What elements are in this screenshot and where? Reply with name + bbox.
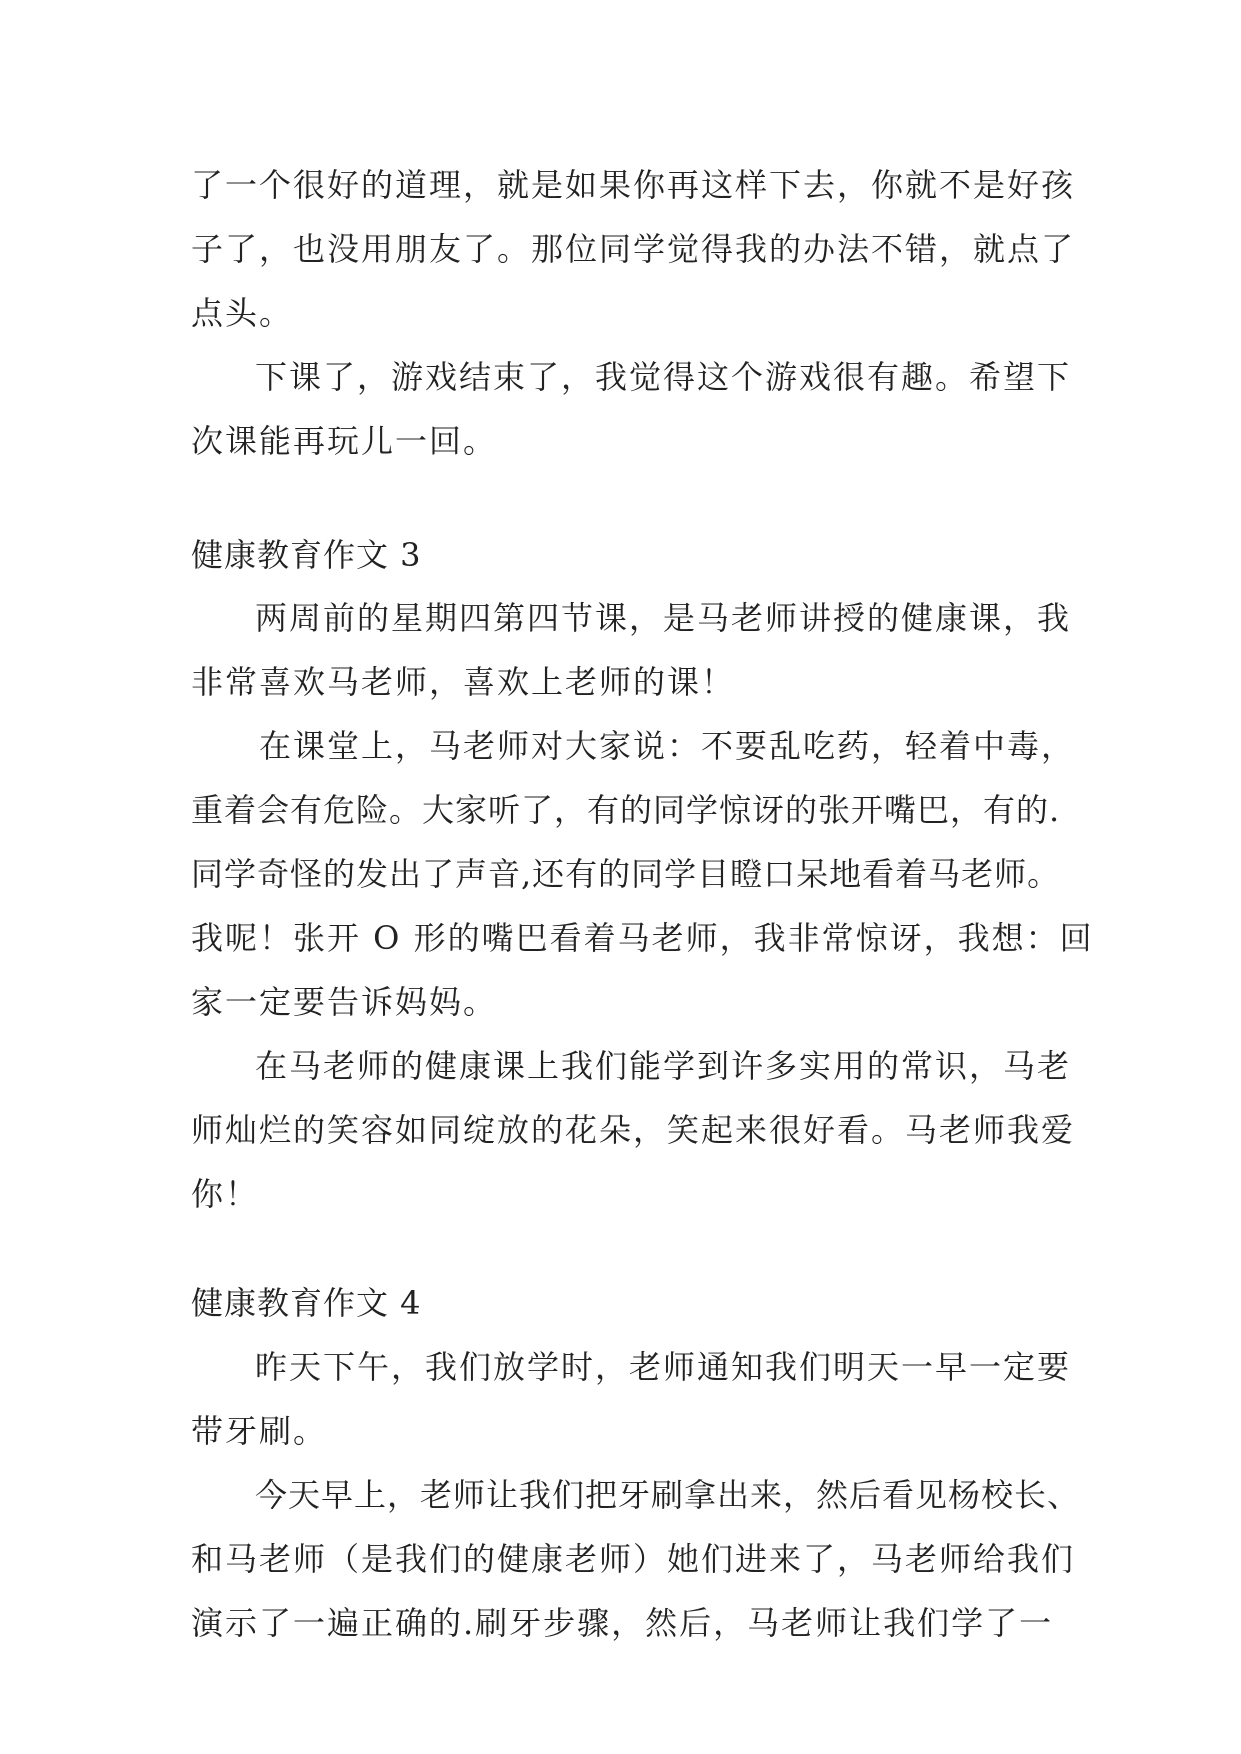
text-line: 点头。 [191,294,294,332]
text-line: 非常喜欢马老师，喜欢上老师的课！ [191,663,736,701]
text-line: 次课能再玩儿一回。 [191,422,498,460]
text-line: 同学奇怪的发出了声音,还有的同学目瞪口呆地看着马老师。 [191,855,1061,893]
essay-3-heading: 健康教育作文 3 [191,536,422,574]
text-line: 带牙刷。 [191,1412,328,1450]
paragraph-first-line: 在马老师的健康课上我们能学到许多实用的常识，马老 [255,1047,1072,1085]
paragraph-first-line: 今天早上，老师让我们把牙刷拿出来，然后看见杨校长、 [255,1476,1081,1514]
paragraph-first-line: 两周前的星期四第四节课，是马老师讲授的健康课，我 [255,599,1072,637]
text-line: 子了，也没用朋友了。那位同学觉得我的办法不错，就点了 [191,230,1076,268]
text-line: 我呢！张开 O 形的嘴巴看着马老师，我非常惊讶，我想：回 [191,919,1094,957]
text-line: 了一个很好的道理，就是如果你再这样下去，你就不是好孩 [191,166,1076,204]
essay-4-heading: 健康教育作文 4 [191,1284,422,1322]
text-line: 你！ [191,1175,260,1213]
text-line: 师灿烂的笑容如同绽放的花朵，笑起来很好看。马老师我爱 [191,1111,1076,1149]
text-line: 重着会有危险。大家听了，有的同学惊讶的张开嘴巴，有的. [191,791,1061,829]
text-line: 和马老师（是我们的健康老师）她们进来了，马老师给我们 [191,1540,1076,1578]
paragraph-first-line: 在课堂上，马老师对大家说：不要乱吃药，轻着中毒， [259,727,1076,765]
text-line: 家一定要告诉妈妈。 [191,983,498,1021]
text-line: 演示了一遍正确的.刷牙步骤，然后，马老师让我们学了一 [191,1604,1054,1642]
paragraph-first-line: 昨天下午，我们放学时，老师通知我们明天一早一定要 [255,1348,1072,1386]
paragraph-first-line: 下课了，游戏结束了，我觉得这个游戏很有趣。希望下 [255,358,1072,396]
